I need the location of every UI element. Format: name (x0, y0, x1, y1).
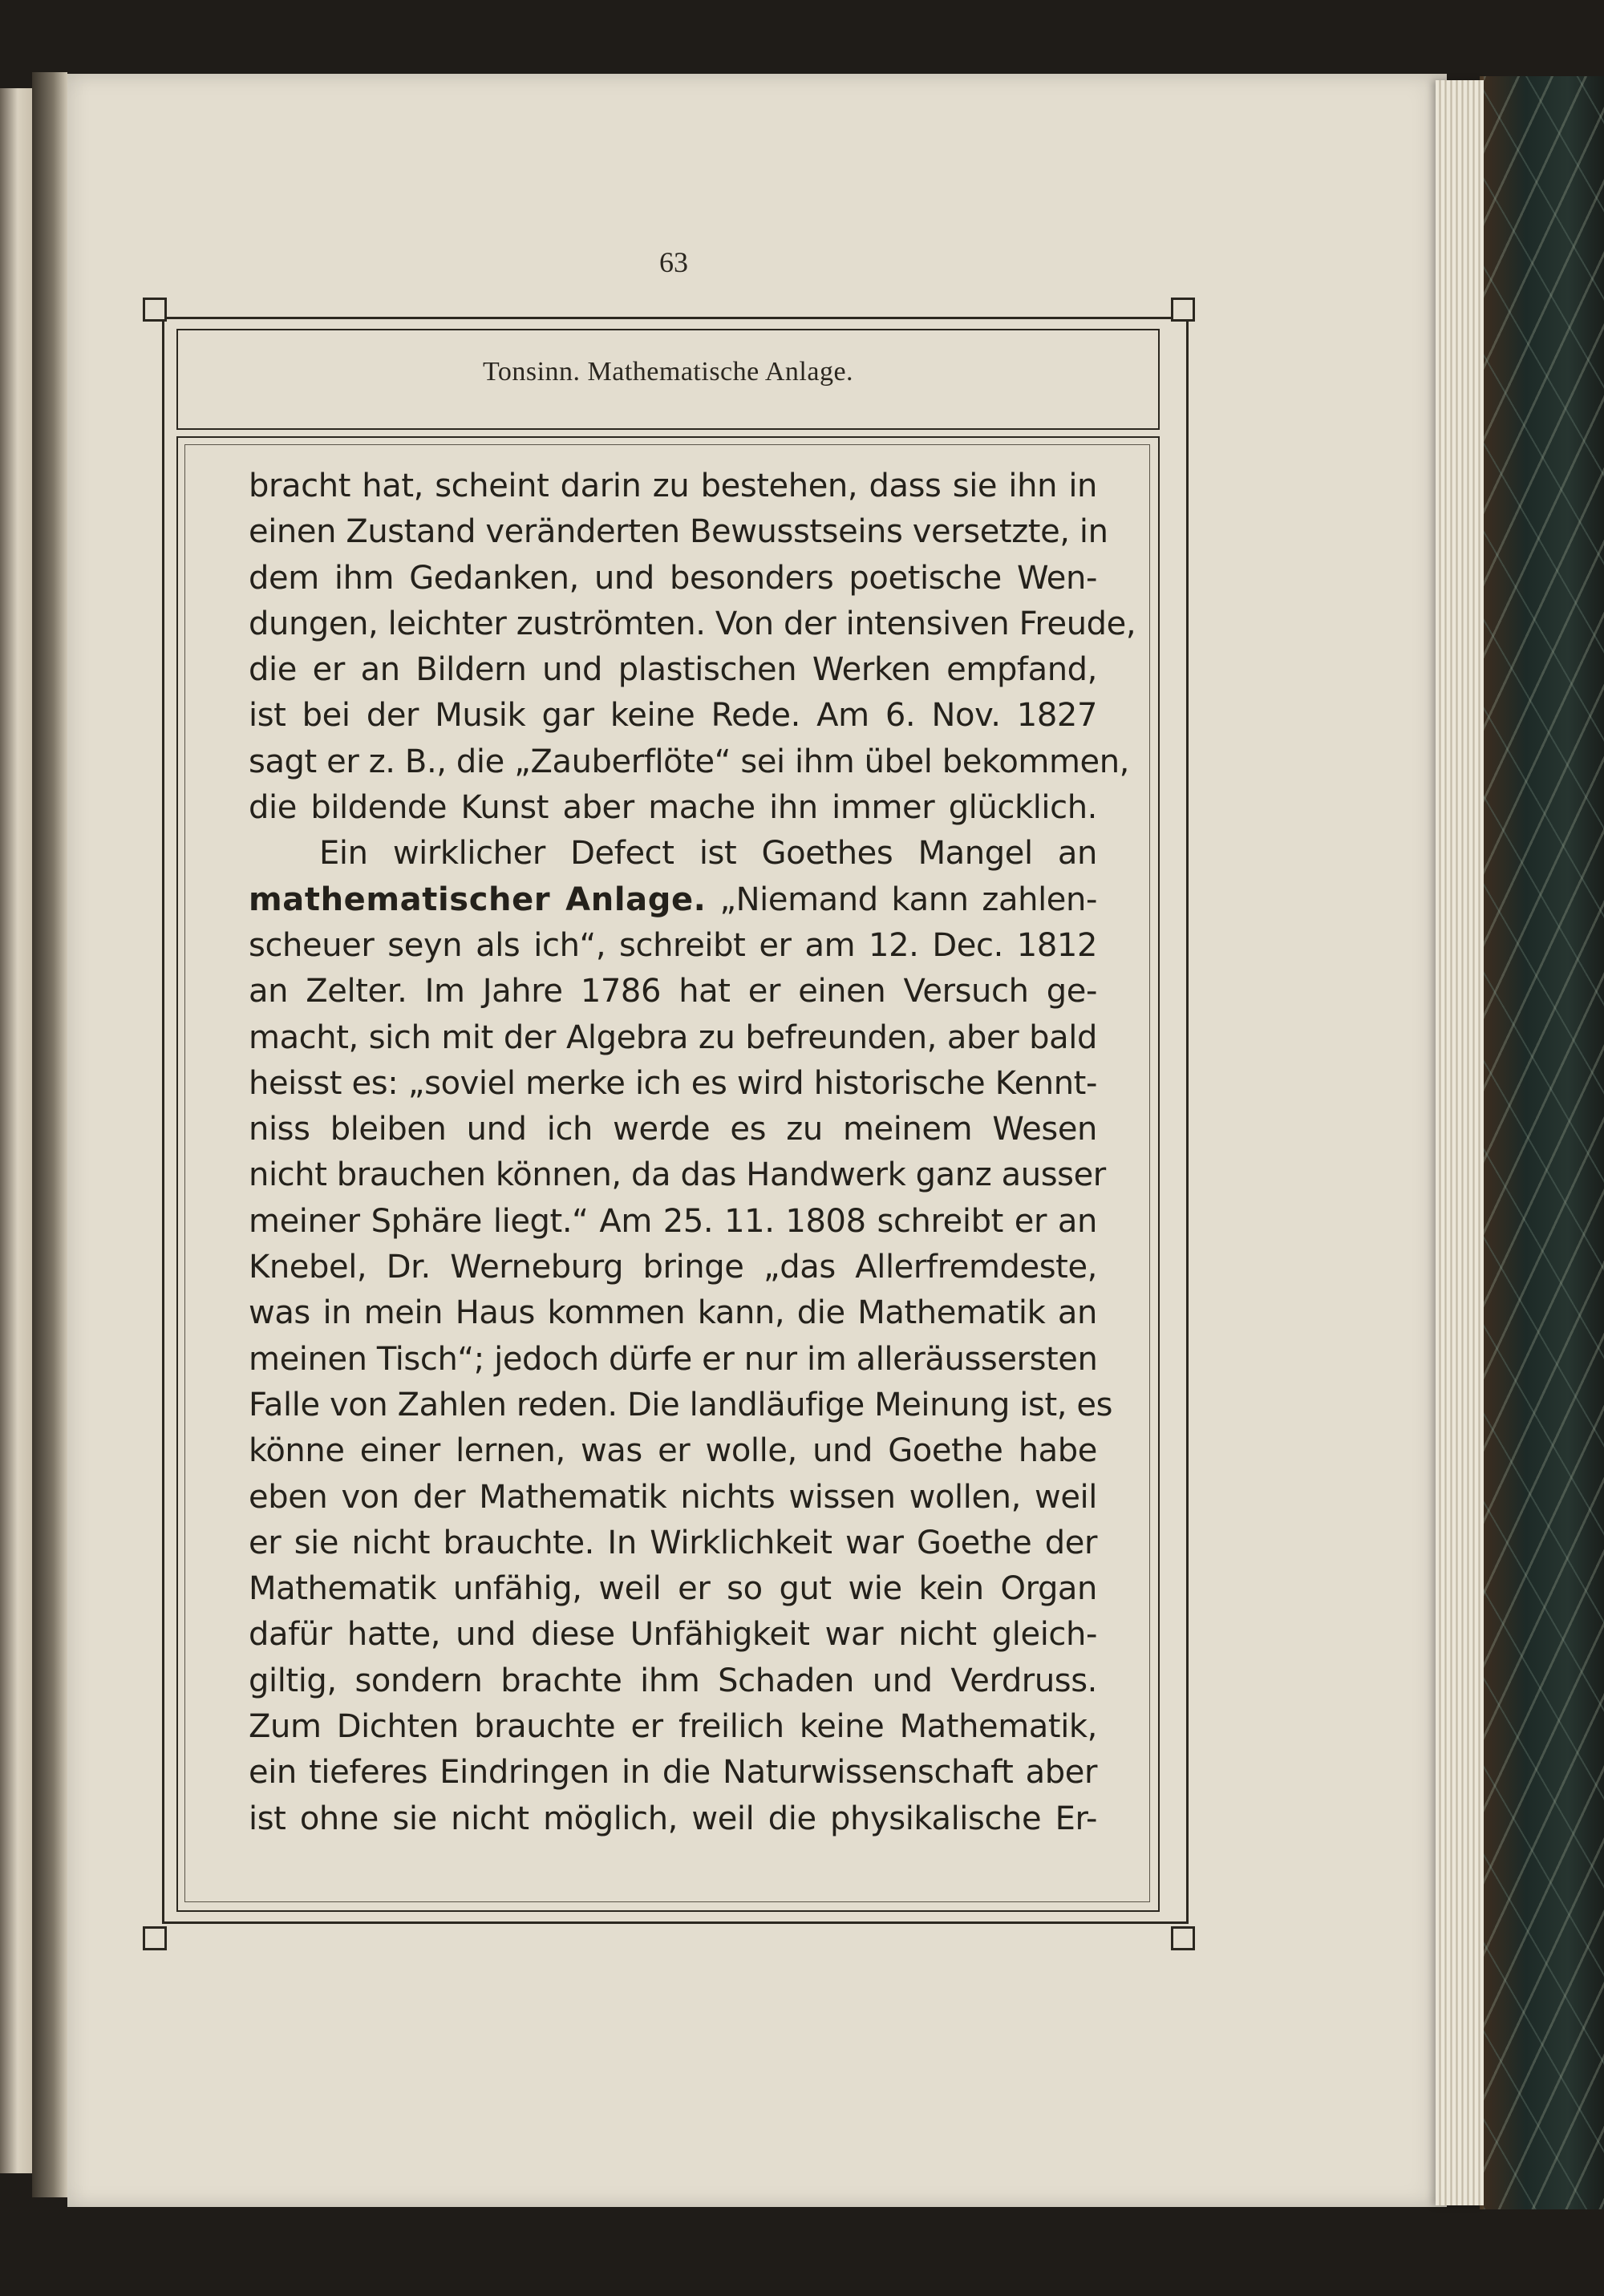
text-line: dungen, leichter zuströmten. Von der intensiven Freude, (249, 605, 1136, 642)
text-line: könne einer lernen, was er wolle, und Goethe habe (249, 1432, 1097, 1470)
text-line: nicht brauchen können, da das Handwerk ganz ausser (249, 1156, 1106, 1194)
marbled-cover (1484, 76, 1604, 2209)
text-line: giltig, sondern brachte ihm Schaden und Verdruss. (249, 1662, 1097, 1699)
text-line: dem ihm Gedanken, und besonders poetische Wen- (249, 559, 1097, 597)
text-line: einen Zustand veränderten Bewusstseins versetzte, in (249, 513, 1108, 551)
text-line: ist ohne sie nicht möglich, weil die physikalische Er- (249, 1800, 1097, 1837)
text-line: niss bleiben und ich werde es zu meinem Wesen (249, 1111, 1097, 1148)
text-line: er sie nicht brauchte. In Wirklichkeit war Goethe der (249, 1524, 1097, 1561)
text-line: ist bei der Musik gar keine Rede. Am 6. Nov. 1827 (249, 697, 1097, 735)
text-line: Mathematik unfähig, weil er so gut wie kein Organ (249, 1570, 1097, 1608)
text-line: die bildende Kunst aber mache ihn immer glücklich. (249, 789, 1097, 827)
frame-corner-bottom-right (1171, 1926, 1195, 1950)
body-text (249, 464, 1136, 1842)
frame-corner-bottom-left (143, 1926, 167, 1950)
text-line: heisst es: „soviel merke ich es wird historische Kennt- (249, 1064, 1097, 1102)
frame-corner-top-left (143, 298, 167, 322)
text-line: bracht hat, scheint darin zu bestehen, dass sie ihn in (249, 468, 1097, 504)
text-line: Falle von Zahlen reden. Die landläufige Meinung ist, es (249, 1386, 1113, 1423)
text-line: scheuer seyn als ich“, schreibt er am 12. Dec. 1812 (249, 926, 1097, 964)
text-line: ein tieferes Eindringen in die Naturwissenschaft aber (249, 1754, 1097, 1792)
frame-corner-top-right (1171, 298, 1195, 322)
text-line: eben von der Mathematik nichts wissen wollen, weil (249, 1478, 1097, 1516)
book-gutter (32, 72, 67, 2197)
page-number: 63 (659, 246, 688, 278)
text-line: meinen Tisch“; jedoch dürfe er nur im alleräussersten (249, 1340, 1098, 1378)
text-line: sagt er z. B., die „Zauberflöte“ sei ihm übel bekommen, (249, 743, 1130, 780)
text-line: Zum Dichten brauchte er freilich keine Mathematik, (249, 1708, 1097, 1746)
paragraph-start-line: Ein wirklicher Defect ist Goethes Mangel an (319, 835, 1097, 873)
running-head: Tonsinn. Mathematische Anlage. (482, 357, 854, 387)
text-line: macht, sich mit der Algebra zu befreunden, aber bald (249, 1018, 1097, 1056)
text-line: dafür hatte, und diese Unfähigkeit war nicht gleich- (249, 1616, 1097, 1654)
text-line-with-emphasis (249, 877, 1097, 923)
page-stack-edges (1436, 80, 1484, 2205)
text-line: die er an Bildern und plastischen Werken empfand, (249, 651, 1097, 689)
text-line: was in mein Haus kommen kann, die Mathematik an (249, 1294, 1097, 1332)
text-line: Knebel, Dr. Werneburg bringe „das Allerfremdeste, (249, 1249, 1097, 1286)
previous-page-edge (0, 88, 32, 2173)
text-line: meiner Sphäre liegt.“ Am 25. 11. 1808 schreibt er an (249, 1202, 1097, 1240)
text-line: an Zelter. Im Jahre 1786 hat er einen Versuch ge- (249, 973, 1097, 1010)
bold-emphasis: mathematischer Anlage. (249, 881, 707, 918)
text-span: „Niemand kann zahlen- (719, 881, 1097, 918)
